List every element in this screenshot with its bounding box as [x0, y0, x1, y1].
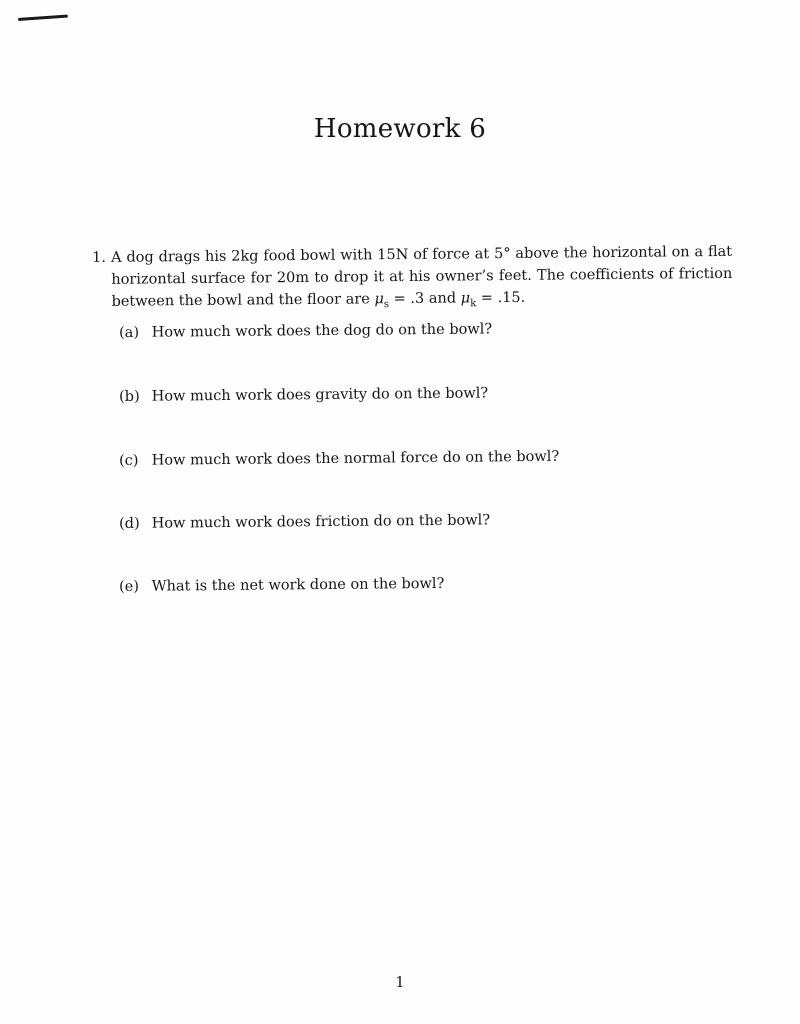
- mu-s-value: = .3 and: [388, 290, 461, 308]
- subquestion-b: [119, 381, 679, 408]
- subquestion-c: [119, 445, 679, 472]
- subquestion-a: [119, 317, 679, 344]
- subquestion-d: [119, 508, 679, 535]
- page-number: 1: [395, 975, 405, 991]
- subquestion-text-a: How much work does the dog do on the bowl?: [151, 321, 493, 341]
- subquestion-label-c: (c): [119, 452, 139, 469]
- problem-statement: [111, 241, 733, 319]
- subquestion-text-d: How much work does friction do on the bowl?: [151, 512, 491, 532]
- subquestion-e: [119, 571, 679, 598]
- problem-text-before-mu-s: A dog drags his 2kg food bowl with 15N of force at 5° above the horizontal on a flat horizontal surface for 20m to drop it at his owner’s feet. The coefficients of friction between the bowl and the floor are: [111, 243, 733, 310]
- page-title: Homework 6: [313, 114, 487, 144]
- subquestion-text-c: How much work does the normal force do on the bowl?: [151, 448, 560, 469]
- subquestion-label-d: (d): [119, 515, 140, 532]
- subquestion-label-b: (b): [119, 388, 140, 405]
- problem-1: [92, 241, 733, 319]
- mu-k-symbol: μ: [460, 290, 471, 307]
- subquestion-label-e: (e): [119, 578, 140, 595]
- subquestion-label-a: (a): [119, 324, 140, 341]
- scan-mark: [18, 15, 68, 21]
- mu-s-subscript: s: [383, 299, 390, 311]
- problem-number: 1.: [92, 249, 107, 266]
- mu-k-value: = .15.: [476, 289, 526, 307]
- subquestion-text-e: What is the net work done on the bowl?: [151, 575, 445, 595]
- mu-s-symbol: μ: [374, 291, 384, 308]
- mu-k-subscript: k: [470, 298, 477, 310]
- subquestion-text-b: How much work does gravity do on the bowl?: [151, 385, 489, 405]
